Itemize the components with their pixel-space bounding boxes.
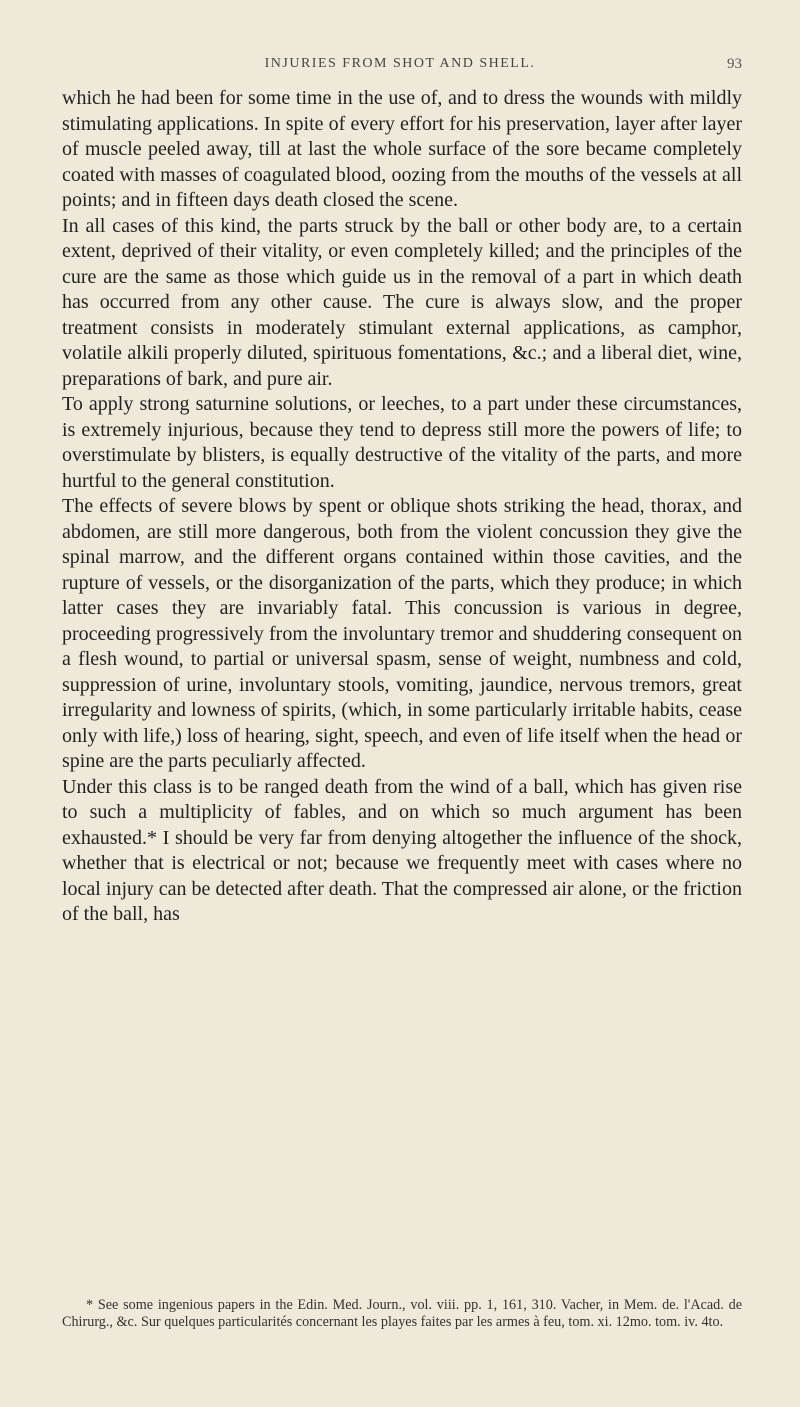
page-number: 93	[727, 56, 742, 72]
paragraph: which he had been for some time in the use of, and to dress the wounds with mildly stimulating applications. In spite of every effort for his preservation, layer after layer of muscle peeled away, till at last the whole surface of the sore became completely coated with masses of coagulated blood, oozing from the mouths of the vessels at all points; and in fifteen days death closed the scene.	[62, 87, 742, 211]
paragraph: The effects of severe blows by spent or oblique shots striking the head, thorax, and abdomen, are still more dangerous, both from the violent concussion they give the spinal marrow, and the different organs contained within those cavities, and the rupture of vessels, or the disorganization of the parts, which they produce; in which latter cases they are invariably fatal. This concussion is various in degree, proceeding progressively from the involuntary tremor and shuddering consequent on a flesh wound, to partial or universal spasm, sense of weight, numbness and cold, suppression of urine, involuntary stools, vomiting, jaundice, nervous tremors, great irregularity and lowness of spirits, (which, in some particularly irritable habits, cease only with life,) loss of hearing, sight, speech, and even of life itself when the head or spine are the parts peculiarly affected.	[62, 495, 742, 772]
paragraph: To apply strong saturnine solutions, or leeches, to a part under these circumstances, is extremely injurious, because they tend to depress still more the powers of life; to overstimulate by blisters, is equally destructive of the vitality of the parts, and more hurtful to the general constitution.	[62, 393, 742, 492]
footnote	[62, 1297, 742, 1330]
body-text	[62, 86, 742, 928]
footnote-text: * See some ingenious papers in the Edin. Med. Journ., vol. viii. pp. 1, 161, 310. Vacher, in Mem. de. l'Acad. de Chirurg., &c. Sur quelques particularités concernant les playes faites par les armes à feu, tom. xi. 12mo. tom. iv. 4to.	[62, 1297, 742, 1330]
paragraph: In all cases of this kind, the parts struck by the ball or other body are, to a certain extent, deprived of their vitality, or even completely killed; and the principles of the cure are the same as those which guide us in the removal of a part in which death has occurred from any other cause. The cure is always slow, and the proper treatment consists in moderately stimulant external applications, as camphor, volatile alkili properly diluted, spirituous fomentations, &c.; and a liberal diet, wine, preparations of bark, and pure air.	[62, 214, 742, 390]
running-head: INJURIES FROM SHOT AND SHELL.	[264, 56, 536, 71]
paragraph: Under this class is to be ranged death from the wind of a ball, which has given rise to such a multiplicity of fables, and on which so much argument has been exhausted.* I should be very far from denying altogether the influence of the shock, whether that is electrical or not; because we frequently meet with cases where no local injury can be detected after death. That the compressed air alone, or the friction of the ball, has	[62, 775, 742, 925]
page-header	[0, 56, 800, 78]
